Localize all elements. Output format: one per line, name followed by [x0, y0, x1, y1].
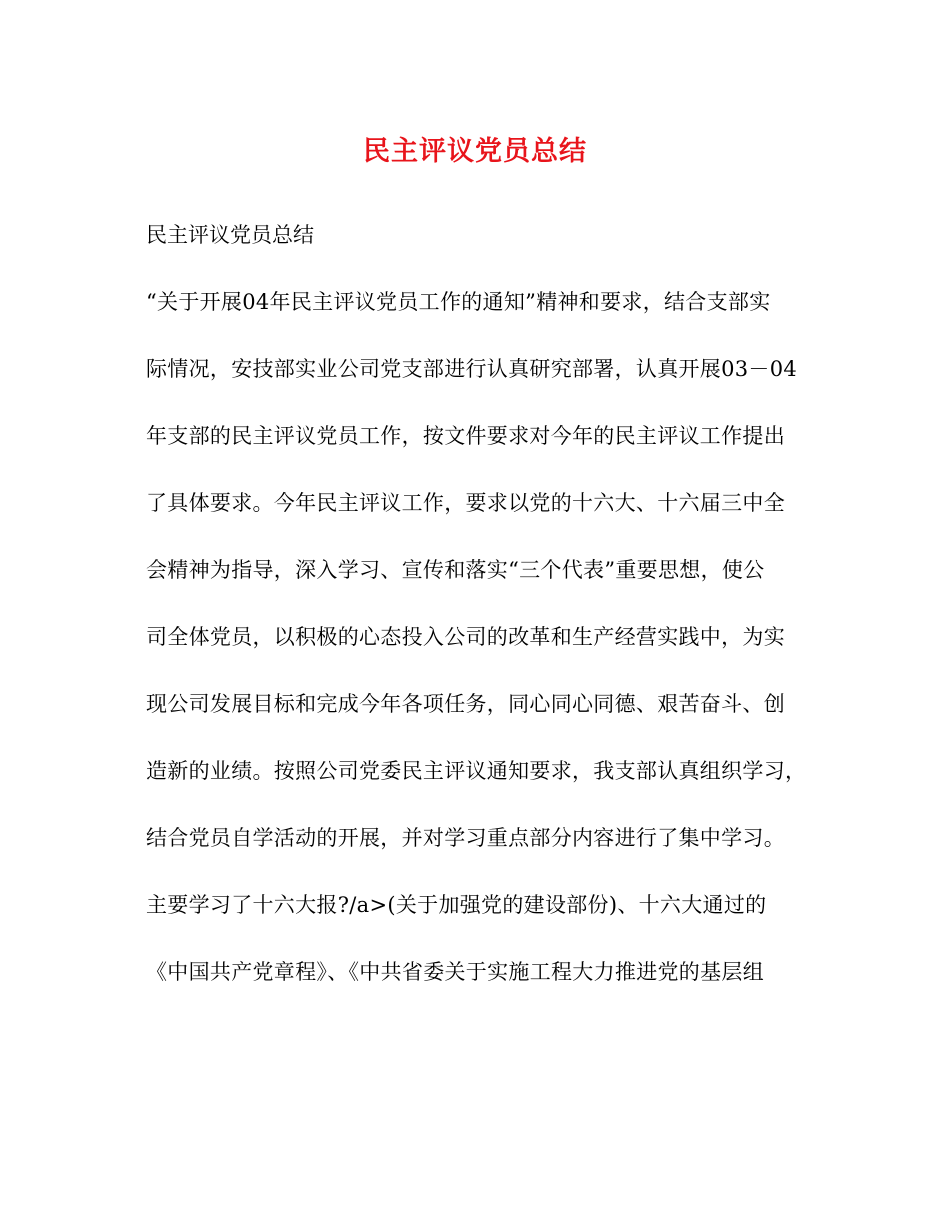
- body-line: 际情况，安技部实业公司党支部进行认真研究部署，认真开展03－04: [146, 357, 798, 381]
- body-line: “关于开展04年民主评议党员工作的通知”精神和要求，结合支部实: [146, 290, 771, 314]
- body-line: 现公司发展目标和完成今年各项任务，同心同心同德、艰苦奋斗、创: [146, 692, 785, 716]
- body-line: 年支部的民主评议党员工作，按文件要求对今年的民主评议工作提出: [146, 424, 785, 448]
- body-line: 结合党员自学活动的开展，并对学习重点部分内容进行了集中学习。: [146, 826, 785, 850]
- document-body: [146, 286, 826, 1023]
- document-subtitle: 民主评议党员总结: [146, 223, 314, 247]
- body-line: 主要学习了十六大报?/a>(关于加强党的建设部份)、十六大通过的: [146, 893, 767, 917]
- body-line: 了具体要求。今年民主评议工作，要求以党的十六大、十六届三中全: [146, 491, 785, 515]
- body-line: 《中国共产党章程》、《中共省委关于实施工程大力推进党的基层组: [146, 960, 764, 984]
- body-line: 造新的业绩。按照公司党委民主评议通知要求，我支部认真组织学习，: [146, 759, 807, 783]
- body-line: 司全体党员，以积极的心态投入公司的改革和生产经营实践中，为实: [146, 625, 785, 649]
- document-title: 民主评议党员总结: [363, 136, 587, 167]
- body-line: 会精神为指导，深入学习、宣传和落实“三个代表”重要思想，使公: [146, 558, 765, 582]
